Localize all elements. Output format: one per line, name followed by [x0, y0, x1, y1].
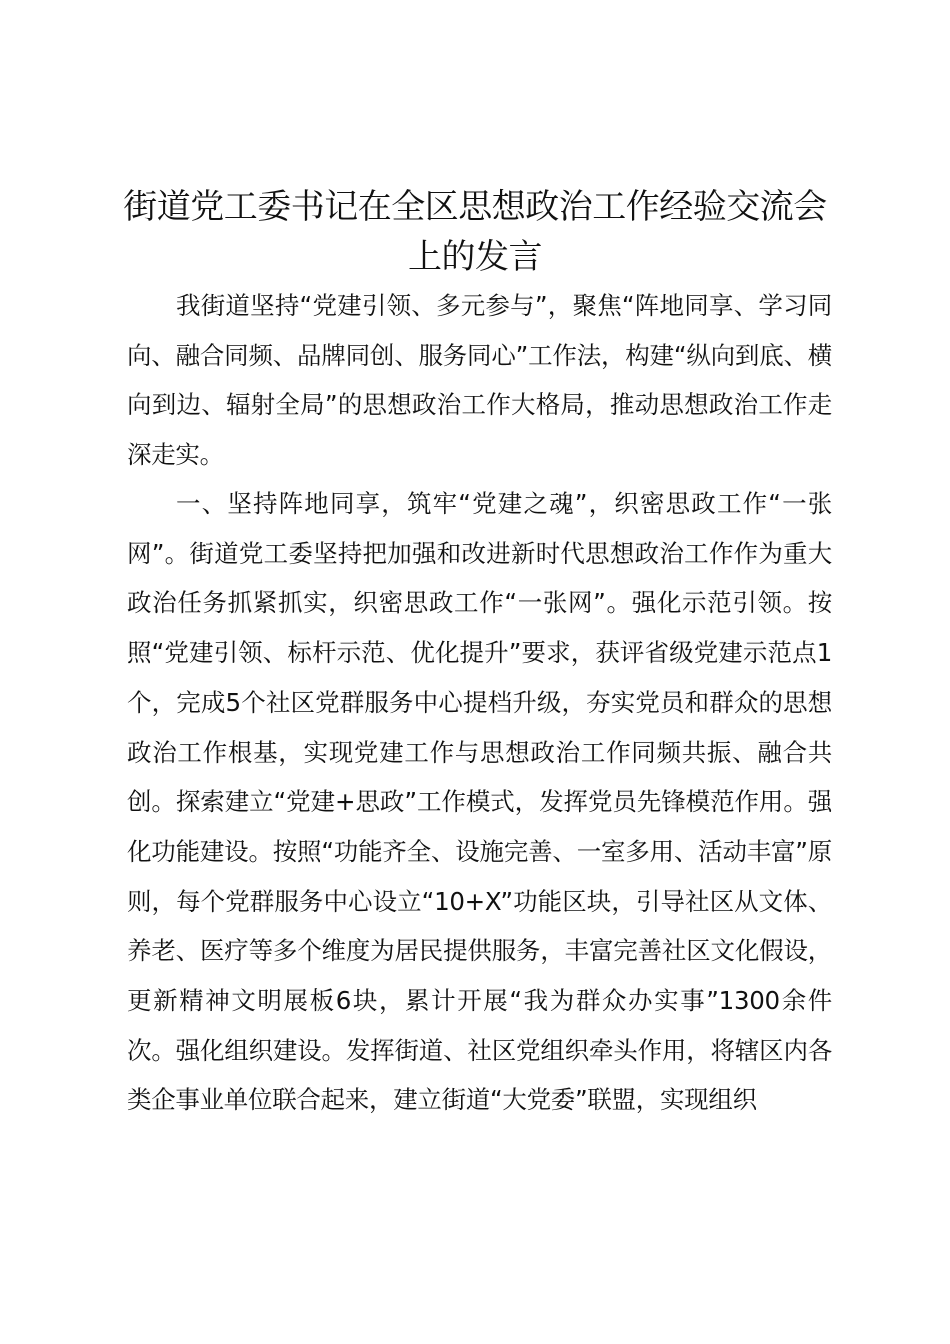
- document-title: 街道党工委书记在全区思想政治工作经验交流会上的发言: [123, 187, 827, 277]
- intro-paragraph: 我街道坚持“党建引领、多元参与”，聚焦“阵地同享、学习同向、融合同频、品牌同创、服务同心”工作法，构建“纵向到底、横向到边、辐射全局”的思想政治工作大格局，推动思想政治工作走深走实。: [127, 291, 832, 470]
- section-one-paragraph: 一、坚持阵地同享，筑牢“党建之魂”，织密思政工作“一张网”。街道党工委坚持把加强和改进新时代思想政治工作作为重大政治任务抓紧抓实，织密思政工作“一张网”。强化示范引领。按照“党建引领、标杆示范、优化提升”要求，获评省级党建示范点1个，完成5个社区党群服务中心提档升级，夯实党员和群众的思想政治工作根基，实现党建工作与思想政治工作同频共振、融合共创。探索建立“党建+思政”工作模式，发挥党员先锋模范作用。强化功能建设。按照“功能齐全、设施完善、一室多用、活动丰富”原则，每个党群服务中心设立“10+X”功能区块，引导社区从文体、养老、医疗等多个维度为居民提供服务，丰富完善社区文化假设，更新精神文明展板6块，累计开展“我为群众办实事”1300余件次。强化组织建设。发挥街道、社区党组织牵头作用，将辖区内各类企事业单位联合起来，建立街道“大党委”联盟，实现组织: [127, 489, 832, 1115]
